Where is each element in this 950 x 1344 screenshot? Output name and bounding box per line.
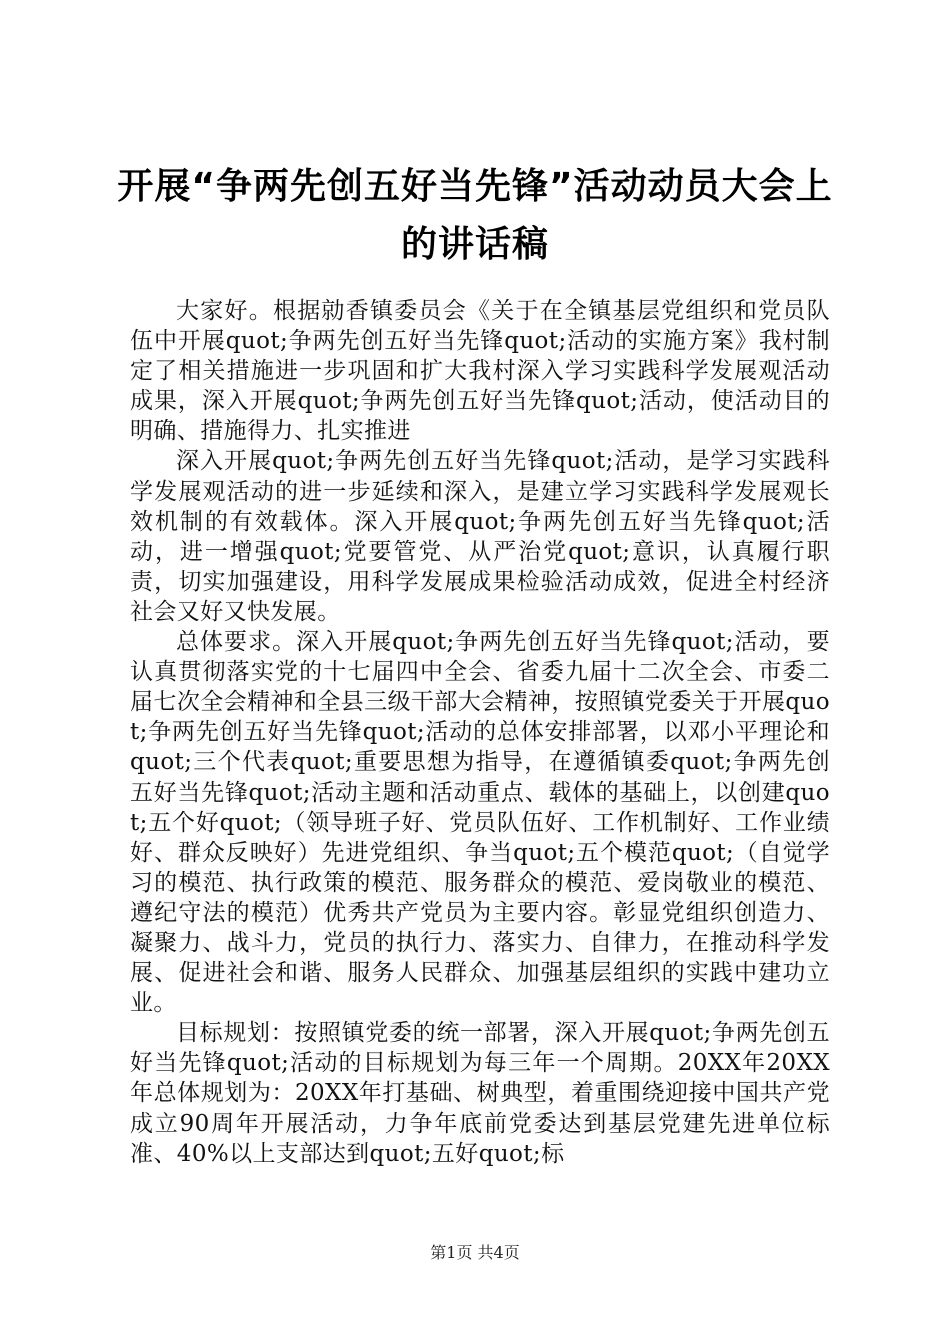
document-body: [130, 296, 830, 1169]
document-title: 开展“争两先创五好当先锋”活动动员大会上的讲话稿: [117, 166, 833, 265]
paragraph-greeting: 大家好。根据勍香镇委员会《关于在全镇基层党组织和党员队伍中开展quot;争两先创五好当先锋quot;活动的实施方案》我村制定了相关措施进一步巩固和扩大我村深入学习实践科学发展观活动成果，深入开展quot;争两先创五好当先锋quot;活动，使活动目的明确、措施得力、扎实推进: [130, 298, 830, 445]
paragraph-target-plan: 目标规划：按照镇党委的统一部署，深入开展quot;争两先创五好当先锋quot;活动的目标规划为每三年一个周期。20XX年20XX年总体规划为：20XX年打基础、树典型，着重围绕迎接中国共产党成立90周年开展活动，力争年底前党委达到基层党建先进单位标准、40%以上支部达到quot;五好quot;标: [130, 1020, 830, 1167]
paragraph-overall-requirements: 总体要求。深入开展quot;争两先创五好当先锋quot;活动，要认真贯彻落实党的十七届四中全会、省委九届十二次全会、市委二届七次全会精神和全县三级干部大会精神，按照镇党委关于开展quot;争两先创五好当先锋quot;活动的总体安排部署，以邓小平理论和quot;三个代表quot;重要思想为指导，在遵循镇委quot;争两先创五好当先锋quot;活动主题和活动重点、载体的基础上，以创建quot;五个好quot;（领导班子好、党员队伍好、工作机制好、工作业绩好、群众反映好）先进党组织、争当quot;五个模范quot;（自觉学习的模范、执行政策的模范、服务群众的模范、爱岗敬业的模范、遵纪守法的模范）优秀共产党员为主要内容。彰显党组织创造力、凝聚力、战斗力，党员的执行力、落实力、自律力，在推动科学发展、促进社会和谐、服务人民群众、加强基层组织的实践中建功立业。: [130, 629, 830, 1017]
paragraph-significance: 深入开展quot;争两先创五好当先锋quot;活动，是学习实践科学发展观活动的进一步延续和深入，是建立学习实践科学发展观长效机制的有效载体。深入开展quot;争两先创五好当先锋quot;活动，进一增强quot;党要管党、从严治党quot;意识，认真履行职责，切实加强建设，用科学发展成果检验活动成效，促进全村经济社会又好又快发展。: [130, 448, 830, 625]
page-footer: 第1页 共4页: [430, 1243, 520, 1262]
